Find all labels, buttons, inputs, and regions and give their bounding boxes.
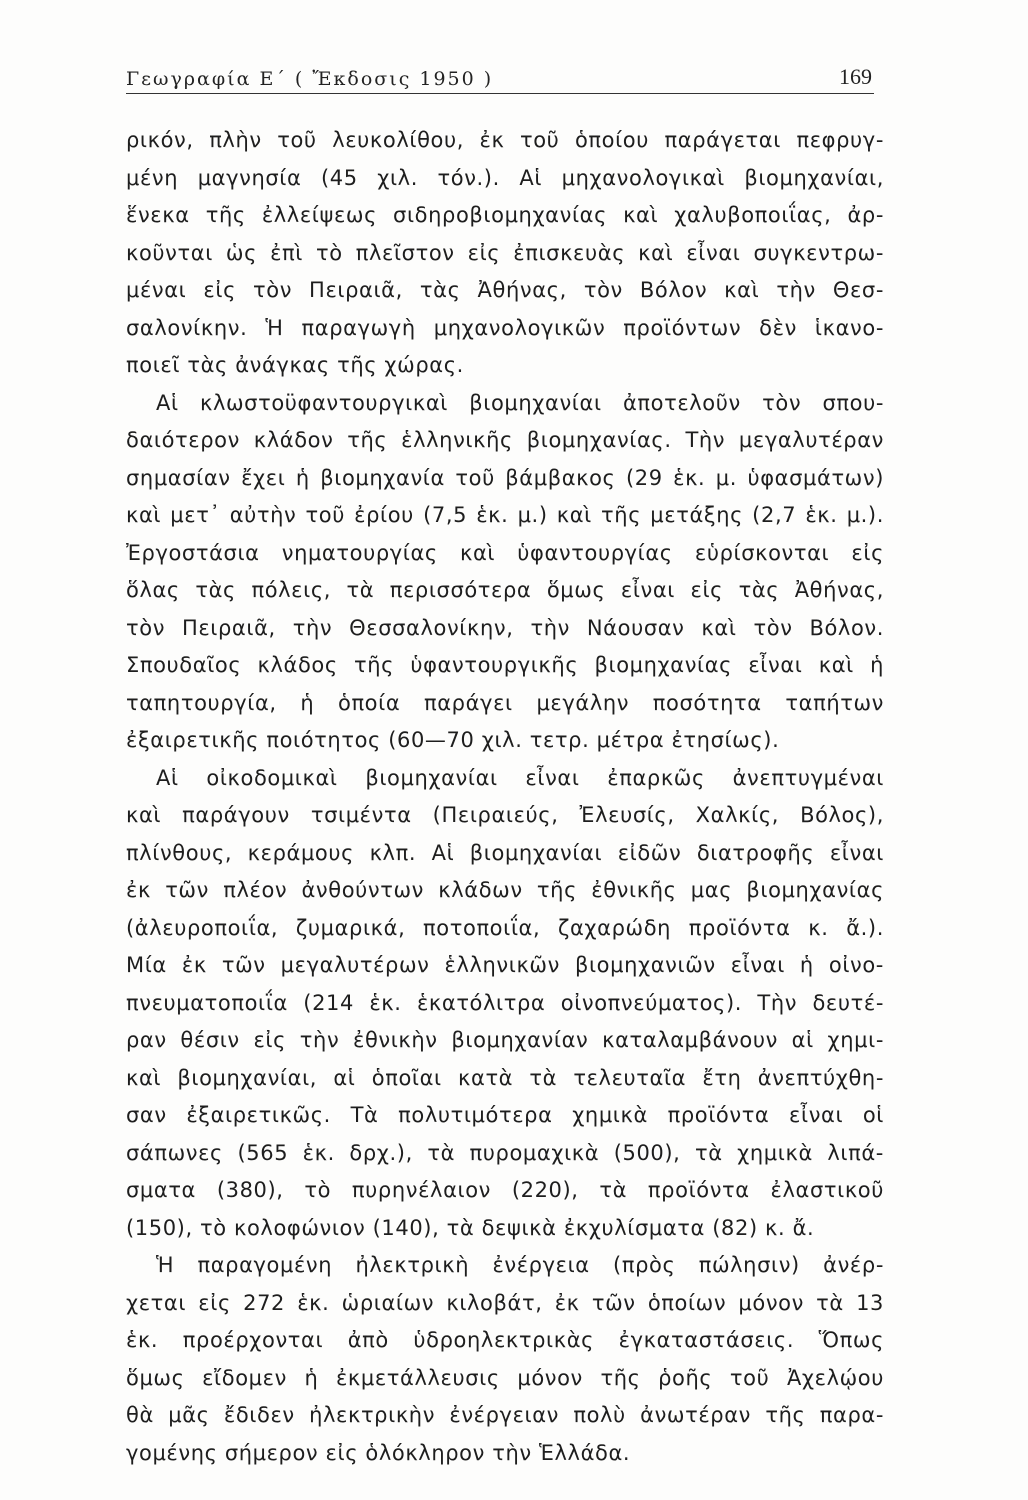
text-line: τὸν Πειραιᾶ, τὴν Θεσσαλονίκην, τὴν Νάουσαν καὶ τὸν Βόλον. (126, 615, 884, 640)
text-line: ὅμως εἴδομεν ἡ ἐκμετάλλευσις μόνον τῆς ῥοῆς τοῦ Ἀχελῴου (126, 1365, 884, 1390)
text-line: πνευματοποιΐα (214 ἑκ. ἑκατόλιτρα οἰνοπνεύματος). Τὴν δευτέ- (126, 990, 884, 1015)
paragraph-first-line: Αἱ οἰκοδομικαὶ βιομηχανίαι εἶναι ἐπαρκῶς ἀνεπτυγμέναι (156, 765, 884, 790)
text-line: γομένης σήμερον εἰς ὁλόκληρον τὴν Ἑλλάδα. (126, 1440, 631, 1465)
text-line: ὅλας τὰς πόλεις, τὰ περισσότερα ὅμως εἶναι εἰς τὰς Ἀθήνας, (126, 578, 884, 602)
text-line: σαν ἐξαιρετικῶς. Τὰ πολυτιμότερα χημικὰ προϊόντα εἶναι οἱ (126, 1103, 884, 1127)
text-line: κοῦνται ὡς ἐπὶ τὸ πλεῖστον εἰς ἐπισκευὰς καὶ εἶναι συγκεντρω- (126, 240, 884, 265)
text-line: ρικόν, πλὴν τοῦ λευκολίθου, ἐκ τοῦ ὁποίου παράγεται πεφρυγ- (126, 128, 884, 152)
text-line: ραν θέσιν εἰς τὴν ἐθνικὴν βιομηχανίαν καταλαμβάνουν αἱ χημι- (126, 1028, 884, 1052)
text-line: Ἐργοστάσια νηματουργίας καὶ ὑφαντουργίας εὑρίσκονται εἰς (126, 540, 884, 565)
text-line: σματα (380), τὸ πυρηνέλαιον (220), τὰ προϊόντα ἐλαστικοῦ (126, 1178, 884, 1202)
text-line: μέναι εἰς τὸν Πειραιᾶ, τὰς Ἀθήνας, τὸν Βόλον καὶ τὴν Θεσ- (126, 278, 884, 302)
text-line: ἕνεκα τῆς ἐλλείψεως σιδηροβιομηχανίας καὶ χαλυβοποιΐας, ἀρ- (126, 203, 884, 227)
text-line: ἐξαιρετικῆς ποιότητος (60—70 χιλ. τετρ. μέτρα ἐτησίως). (126, 728, 780, 752)
text-line: σαλονίκην. Ἡ παραγωγὴ μηχανολογικῶν προϊόντων δὲν ἱκανο- (126, 315, 884, 340)
text-line: ποιεῖ τὰς ἀνάγκας τῆς χώρας. (126, 353, 464, 377)
paragraph-first-line: Ἡ παραγομένη ἠλεκτρικὴ ἐνέργεια (πρὸς πώλησιν) ἀνέρ- (156, 1253, 884, 1277)
body-text (126, 122, 884, 1472)
header-rule (126, 93, 874, 94)
text-line: ἑκ. προέρχονται ἀπὸ ὑδροηλεκτρικὰς ἐγκαταστάσεις. Ὅπως (126, 1328, 884, 1352)
text-line: καὶ μετ᾿ αὐτὴν τοῦ ἐρίου (7,5 ἑκ. μ.) καὶ τῆς μετάξης (2,7 ἑκ. μ.). (126, 503, 884, 527)
text-line: καὶ παράγουν τσιμέντα (Πειραιεύς, Ἐλευσίς, Χαλκίς, Βόλος), (126, 803, 884, 827)
text-line: δαιότερον κλάδον τῆς ἑλληνικῆς βιομηχανίας. Τὴν μεγαλυτέραν (126, 428, 884, 452)
running-title: Γεωγραφία Ε΄ ( Ἔκδοσις 1950 ) (126, 68, 494, 90)
text-line: χεται εἰς 272 ἑκ. ὡριαίων κιλοβάτ, ἐκ τῶν ὁποίων μόνον τὰ 13 (126, 1290, 884, 1315)
running-header (126, 62, 874, 96)
text-line: καὶ βιομηχανίαι, αἱ ὁποῖαι κατὰ τὰ τελευταῖα ἔτη ἀνεπτύχθη- (126, 1065, 884, 1090)
text-line: (ἀλευροποιΐα, ζυμαρικά, ποτοποιΐα, ζαχαρώδη προϊόντα κ. ἄ.). (126, 915, 884, 940)
paragraph-first-line: Αἱ κλωστοϋφαντουργικαὶ βιομηχανίαι ἀποτελοῦν τὸν σπου- (156, 390, 884, 415)
text-line: σάπωνες (565 ἑκ. δρχ.), τὰ πυρομαχικὰ (500), τὰ χημικὰ λιπά- (126, 1140, 884, 1165)
text-line: μένη μαγνησία (45 χιλ. τόν.). Αἱ μηχανολογικαὶ βιομηχανίαι, (126, 165, 884, 190)
text-line: πλίνθους, κεράμους κλπ. Αἱ βιομηχανίαι εἰδῶν διατροφῆς εἶναι (126, 840, 884, 865)
page-number: 169 (839, 64, 872, 89)
text-line: Σπουδαῖος κλάδος τῆς ὑφαντουργικῆς βιομηχανίας εἶναι καὶ ἡ (126, 653, 884, 677)
text-line: ἐκ τῶν πλέον ἀνθούντων κλάδων τῆς ἐθνικῆς μας βιομηχανίας (126, 878, 884, 902)
text-line: θὰ μᾶς ἔδιδεν ἠλεκτρικὴν ἐνέργειαν πολὺ ἀνωτέραν τῆς παρα- (126, 1403, 884, 1427)
text-line: σημασίαν ἔχει ἡ βιομηχανία τοῦ βάμβακος (29 ἑκ. μ. ὑφασμάτων) (126, 465, 884, 490)
text-line: (150), τὸ κολοφώνιον (140), τὰ δεψικὰ ἐκχυλίσματα (82) κ. ἄ. (126, 1215, 815, 1240)
text-line: Μία ἐκ τῶν μεγαλυτέρων ἑλληνικῶν βιομηχανιῶν εἶναι ἡ οἰνο- (126, 953, 884, 977)
text-line: ταπητουργία, ἡ ὁποία παράγει μεγάλην ποσότητα ταπήτων (126, 690, 884, 715)
